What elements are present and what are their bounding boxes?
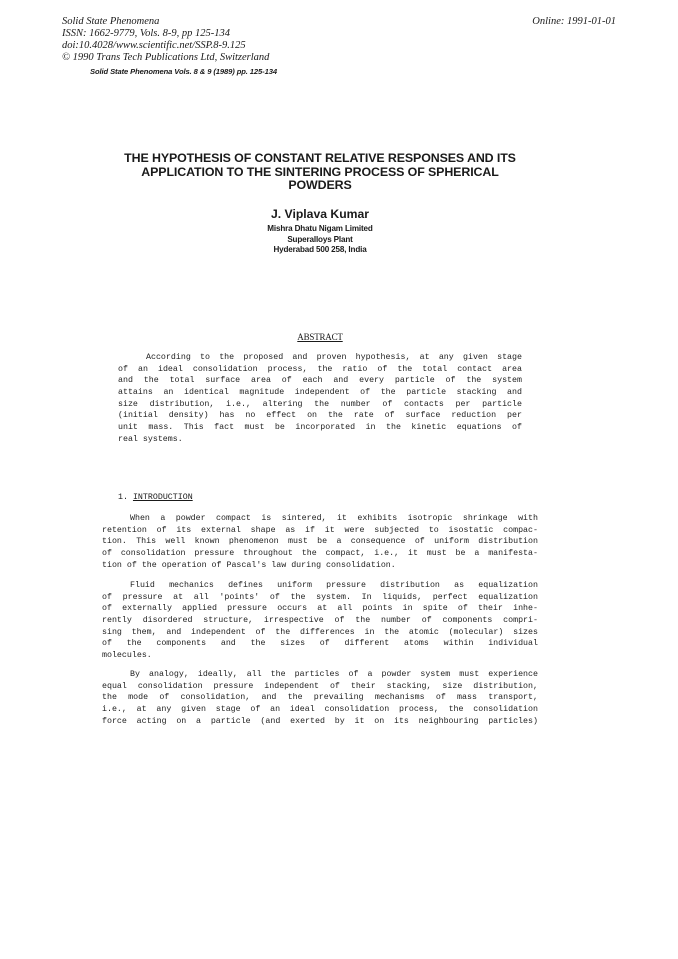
- abstract-line: size distribution, i.e., altering the number of contacts per particle: [118, 399, 522, 409]
- paragraph-line: equal consolidation pressure independent of their stacking, size distribution,: [102, 681, 538, 691]
- abstract-line: and the total surface area of each and every particle of the system: [118, 376, 522, 386]
- paragraph-line: the mode of consolidation, and the prevailing mechanisms of mass transport,: [102, 693, 538, 703]
- abstract-heading-text: ABSTRACT: [297, 332, 343, 342]
- abstract-line: attains an identical magnitude independent of the particle stacking and: [118, 388, 522, 398]
- paragraph-line: Fluid mechanics defines uniform pressure distribution as equalization: [130, 581, 538, 590]
- journal-name: Solid State Phenomena: [62, 16, 160, 27]
- affiliation-line: Mishra Dhatu Nigam Limited: [267, 224, 373, 233]
- abstract-line: real systems.: [118, 434, 183, 444]
- paragraph: [102, 669, 538, 727]
- paragraph-line: force acting on a particle (and exerted by it on its neighbouring particles): [102, 716, 538, 726]
- abstract-line: of an ideal consolidation process, the ratio of the total contact area: [118, 364, 522, 374]
- paper-title: [100, 152, 540, 193]
- abstract-heading: [100, 332, 540, 342]
- paragraph-line: i.e., at any given stage of an ideal consolidation process, the consolidation: [102, 705, 538, 715]
- title-line: THE HYPOTHESIS OF CONSTANT RELATIVE RESPONSES AND ITS: [124, 151, 516, 165]
- doi-line: doi:10.4028/www.scientific.net/SSP.8-9.125: [62, 40, 246, 51]
- title-line: POWDERS: [288, 178, 352, 192]
- paragraph-line: tion. This well known phenomenon must be a consequence of uniform distribution: [102, 537, 538, 547]
- copyright-line: © 1990 Trans Tech Publications Ltd, Switzerland: [62, 52, 270, 63]
- affiliation-line: Hyderabad 500 258, India: [273, 245, 367, 254]
- abstract-line: (initial density) has no effect on the rate of surface reduction per: [118, 411, 522, 421]
- paragraph-line: tion of the operation of Pascal's law during consolidation.: [102, 560, 396, 570]
- section-heading: [118, 493, 193, 502]
- paragraph-line: When a powder compact is sintered, it exhibits isotropic shrinkage with: [130, 514, 538, 523]
- paragraph: [102, 580, 538, 662]
- paragraph-line: of consolidation pressure throughout the compact, i.e., it must be a manifesta-: [102, 549, 538, 559]
- citation-header: [62, 16, 269, 64]
- paragraph-line: of the components and the sizes of different atoms within individual: [102, 639, 538, 649]
- issn-line: ISSN: 1662-9779, Vols. 8-9, pp 125-134: [62, 28, 230, 39]
- affiliation-line: Superalloys Plant: [287, 234, 353, 244]
- abstract-body: [118, 352, 522, 446]
- online-date: Online: 1991-01-01: [532, 16, 616, 27]
- abstract-line: unit mass. This fact must be incorporated in the kinetic equations of: [118, 423, 522, 433]
- author-affiliation: [100, 224, 540, 256]
- paragraph: [102, 513, 538, 571]
- paragraph-line: of externally applied pressure occurs at all points in spite of their inhe-: [102, 604, 538, 614]
- original-journal-line: Solid State Phenomena Vols. 8 & 9 (1989) pp. 125-134: [90, 67, 277, 76]
- paragraph-line: By analogy, ideally, all the particles of a powder system must experience: [130, 670, 538, 679]
- title-line: APPLICATION TO THE SINTERING PROCESS OF SPHERICAL: [141, 164, 499, 179]
- section-title: INTRODUCTION: [132, 493, 193, 502]
- abstract-line: According to the proposed and proven hypothesis, at any given stage: [146, 353, 522, 362]
- paragraph-line: molecules.: [102, 651, 152, 661]
- paragraph-line: of pressure at all 'points' of the system. In liquids, perfect equalization: [102, 592, 538, 602]
- paragraph-line: retention of its external shape as if it were subjected to isostatic compac-: [102, 525, 538, 535]
- paragraph-line: rently disordered structure, irrespective of the number of components compri-: [102, 616, 538, 626]
- author-name: J. Viplava Kumar: [271, 207, 369, 221]
- section-number: 1.: [118, 493, 128, 502]
- paragraph-line: sing them, and independent of the differences in the atomic (molecular) sizes: [102, 627, 538, 637]
